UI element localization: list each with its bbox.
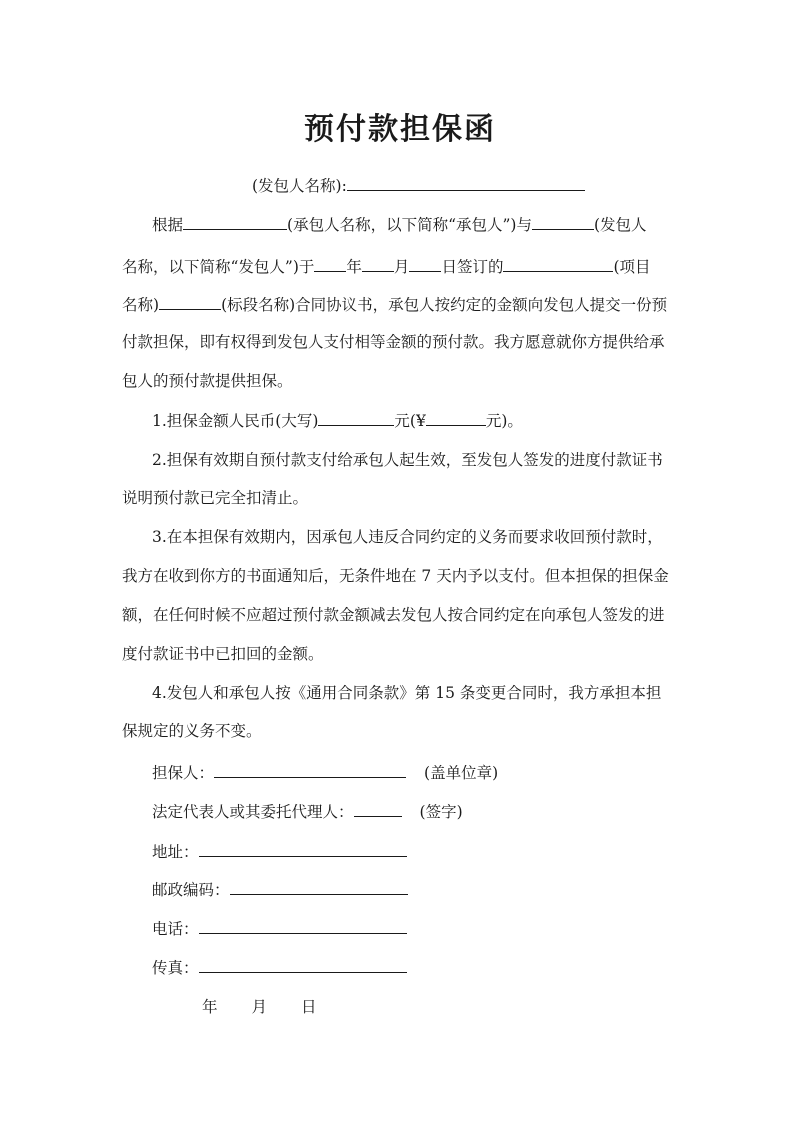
paragraph-line: 包人的预付款提供担保。 [122, 372, 293, 390]
text-fragment: (项目 [613, 258, 651, 276]
date-day: 日 [301, 998, 317, 1016]
postcode-blank [230, 879, 408, 895]
paragraph-line: 付款担保，即有权得到发包人支付相等金额的预付款。我方愿意就你方提供给承 [122, 333, 665, 351]
employer-name-blank [532, 214, 594, 230]
clause-3: 3.在本担保有效期内，因承包人违反合同约定的义务而要求收回预付款时， [152, 528, 663, 546]
fax-blank [199, 957, 407, 973]
section-name-blank [159, 294, 221, 310]
addressee-line [252, 175, 585, 196]
paragraph-line: 保规定的义务不变。 [122, 722, 262, 740]
contractor-name-blank [183, 214, 287, 230]
phone-line [152, 918, 407, 939]
text-fragment: 年 [346, 258, 362, 276]
text-fragment: 月 [393, 258, 410, 276]
fax-line [152, 957, 407, 978]
representative-line [152, 801, 463, 822]
guarantor-label: 担保人： [152, 764, 215, 782]
text-fragment: (承包人名称，以下简称“承包人”)与 [287, 216, 532, 234]
text-fragment: (标段名称)合同协议书，承包人按约定的金额向发包人提交一份预 [221, 296, 668, 314]
addressee-blank [347, 175, 585, 191]
paragraph-line: 我方在收到你方的书面通知后，无条件地在 7 天内予以支付。但本担保的担保金 [122, 567, 669, 585]
clause-2: 2.担保有效期自预付款支付给承包人起生效，至发包人签发的进度付款证书 [152, 451, 663, 469]
address-line [152, 841, 407, 862]
guarantor-blank [214, 762, 406, 778]
text-fragment: 1.担保金额人民币(大写) [152, 412, 319, 430]
phone-label: 电话： [152, 920, 199, 938]
paragraph-line [152, 214, 647, 235]
text-fragment: 日签订的 [441, 258, 504, 276]
paragraph-line: 额，在任何时候不应超过预付款金额减去发包人按合同约定在向承包人签发的进 [122, 606, 665, 624]
seal-note: (盖单位章) [424, 764, 499, 782]
phone-blank [199, 918, 407, 934]
representative-blank [354, 801, 402, 817]
address-blank [199, 841, 407, 857]
date-year: 年 [202, 998, 218, 1016]
postcode-line [152, 879, 408, 900]
project-name-blank [503, 256, 613, 272]
text-fragment: 名称) [122, 296, 160, 314]
clause-4: 4.发包人和承包人按《通用合同条款》第 15 条变更合同时，我方承担本担 [152, 684, 662, 702]
paragraph-line [122, 294, 667, 315]
text-fragment: (发包人 [593, 216, 647, 234]
postcode-label: 邮政编码： [152, 881, 230, 899]
paragraph-line [122, 256, 651, 277]
year-blank [314, 256, 346, 272]
day-blank [409, 256, 441, 272]
text-fragment: 元(¥ [394, 412, 426, 430]
amount-words-blank [318, 410, 394, 426]
date-month: 月 [251, 998, 268, 1016]
signature-note: (签字) [419, 803, 463, 821]
text-fragment: 元)。 [485, 412, 523, 430]
amount-figures-blank [426, 410, 486, 426]
address-label: 地址： [152, 843, 199, 861]
paragraph-line: 度付款证书中已扣回的金额。 [122, 645, 324, 663]
month-blank [362, 256, 394, 272]
guarantor-line [152, 762, 498, 783]
document-title: 预付款担保函 [304, 112, 496, 147]
text-fragment: 根据 [152, 216, 184, 234]
representative-label: 法定代表人或其委托代理人： [152, 803, 354, 821]
date-line [202, 997, 317, 1017]
fax-label: 传真： [152, 959, 199, 977]
addressee-label: (发包人名称): [252, 177, 347, 195]
clause-1 [152, 410, 523, 431]
paragraph-line: 说明预付款已完全扣清止。 [122, 489, 309, 507]
text-fragment: 名称，以下简称“发包人”)于 [122, 258, 315, 276]
